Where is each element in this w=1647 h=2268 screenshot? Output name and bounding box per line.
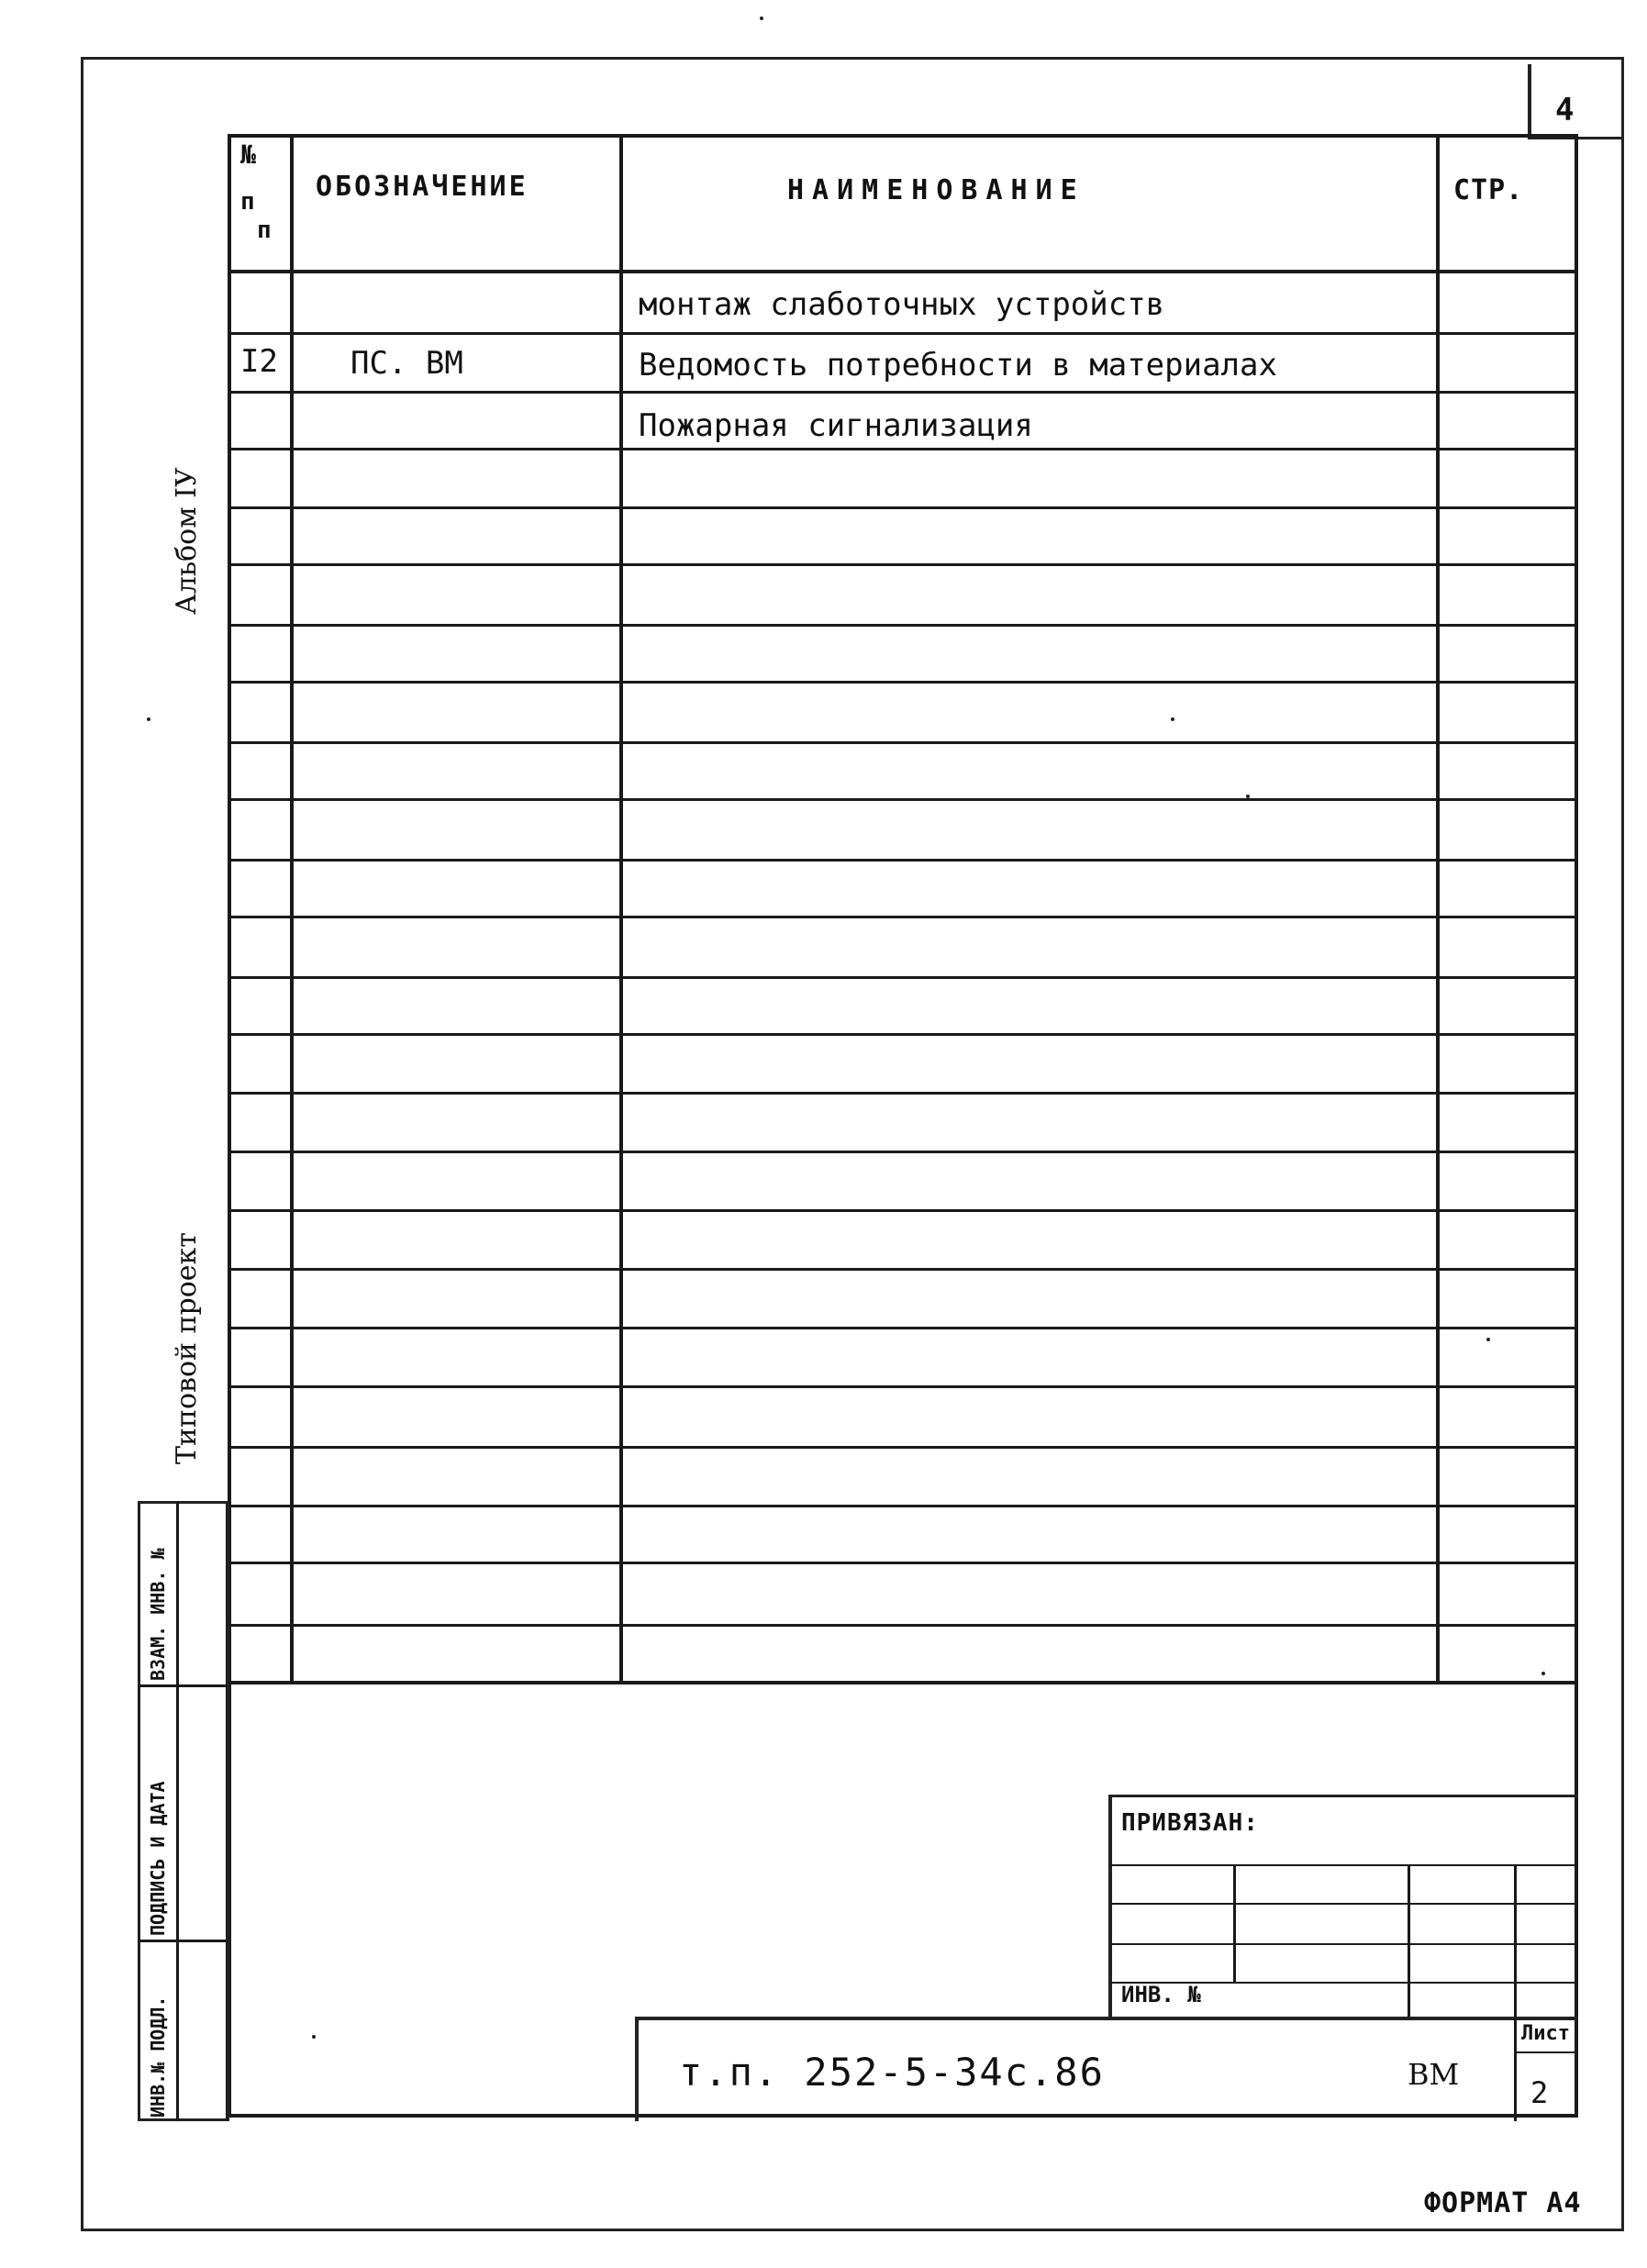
row-line: [229, 1327, 1576, 1329]
scan-speck: [1541, 1672, 1545, 1675]
row-line: [229, 859, 1576, 862]
row-1-name: монтаж слаботочных устройств: [639, 286, 1165, 323]
table-bottom-line: [228, 1681, 1578, 1684]
privyazan-line-3: [1110, 1943, 1578, 1945]
row-line: [229, 681, 1576, 684]
row-line: [229, 1562, 1576, 1564]
row-2-designation: ПС. ВМ: [351, 345, 463, 382]
privyazan-col-2: [1408, 1866, 1410, 2018]
privyazan-line-1: [1110, 1864, 1578, 1866]
side-strip-divider-2: [138, 1940, 228, 1942]
row-line: [229, 976, 1576, 979]
row-line: [229, 1624, 1576, 1627]
side-project: Типовой проект: [171, 1232, 203, 1464]
row-line: [229, 1268, 1576, 1271]
row-line: [229, 1092, 1576, 1095]
side-strip-inner-line: [176, 1501, 179, 2121]
row-line: [229, 563, 1576, 566]
header-num-line2: п: [240, 188, 255, 216]
sheet-label-line: [1516, 2051, 1578, 2053]
scan-speck: [147, 717, 150, 721]
page-number-box: [1528, 64, 1621, 139]
col-sep-3: [1436, 134, 1440, 1683]
sheet-label: Лист: [1521, 2022, 1570, 2045]
document-code: т.п. 252-5-34с.86: [679, 2050, 1105, 2095]
side-strip-divider-1: [138, 1684, 228, 1687]
page-number: 4: [1555, 92, 1575, 128]
scan-speck: [760, 17, 763, 20]
row-line: [229, 1446, 1576, 1449]
privyazan-col-1: [1233, 1866, 1236, 1984]
row-line: [229, 741, 1576, 744]
sheet-col-line: [1514, 2017, 1517, 2121]
row-line: [229, 798, 1576, 801]
side-album: Альбом IУ: [171, 467, 203, 615]
row-line: [229, 332, 1576, 335]
row-line: [229, 448, 1576, 450]
row-2-name: Ведомость потребности в материалах: [639, 347, 1277, 384]
row-line: [229, 506, 1576, 509]
side-inv-podl: ИНВ.№ ПОДЛ.: [147, 1996, 169, 2118]
format-label: ФОРМАТ А4: [1424, 2187, 1582, 2219]
row-line: [229, 391, 1576, 394]
scan-speck: [1171, 717, 1174, 721]
document-mark: ВМ: [1408, 2057, 1460, 2092]
row-line: [229, 624, 1576, 627]
privyazan-col-3: [1514, 1866, 1517, 2018]
privyazan-label: ПРИВЯЗАН:: [1121, 1809, 1259, 1837]
header-num-line3: п: [257, 217, 272, 244]
inv-no-label: ИНВ. №: [1121, 1982, 1201, 2007]
row-line: [229, 1033, 1576, 1036]
row-line: [229, 1209, 1576, 1212]
scan-speck: [1486, 1338, 1490, 1341]
col-sep-2: [619, 134, 623, 1683]
scan-speck: [312, 2035, 316, 2039]
row-2-num: I2: [240, 343, 278, 380]
col-sep-1: [290, 134, 294, 1683]
privyazan-line-2: [1110, 1903, 1578, 1905]
row-line: [229, 1151, 1576, 1153]
header-designation: ОБОЗНАЧЕНИЕ: [316, 171, 529, 203]
side-vzam-inv: ВЗАМ. ИНВ. №: [147, 1548, 169, 1681]
header-num-line1: №: [240, 139, 256, 170]
row-3-name: Пожарная сигнализация: [639, 407, 1033, 444]
row-line: [229, 1385, 1576, 1388]
side-signature-date: ПОДПИСЬ И ДАТА: [147, 1781, 169, 1936]
row-line: [229, 1505, 1576, 1507]
header-page: СТР.: [1453, 174, 1524, 206]
sheet-value: 2: [1530, 2075, 1549, 2110]
scan-speck: [1246, 795, 1250, 798]
header-name: НАИМЕНОВАНИЕ: [787, 174, 1085, 206]
row-line: [229, 916, 1576, 918]
header-bottom-line: [228, 270, 1578, 273]
